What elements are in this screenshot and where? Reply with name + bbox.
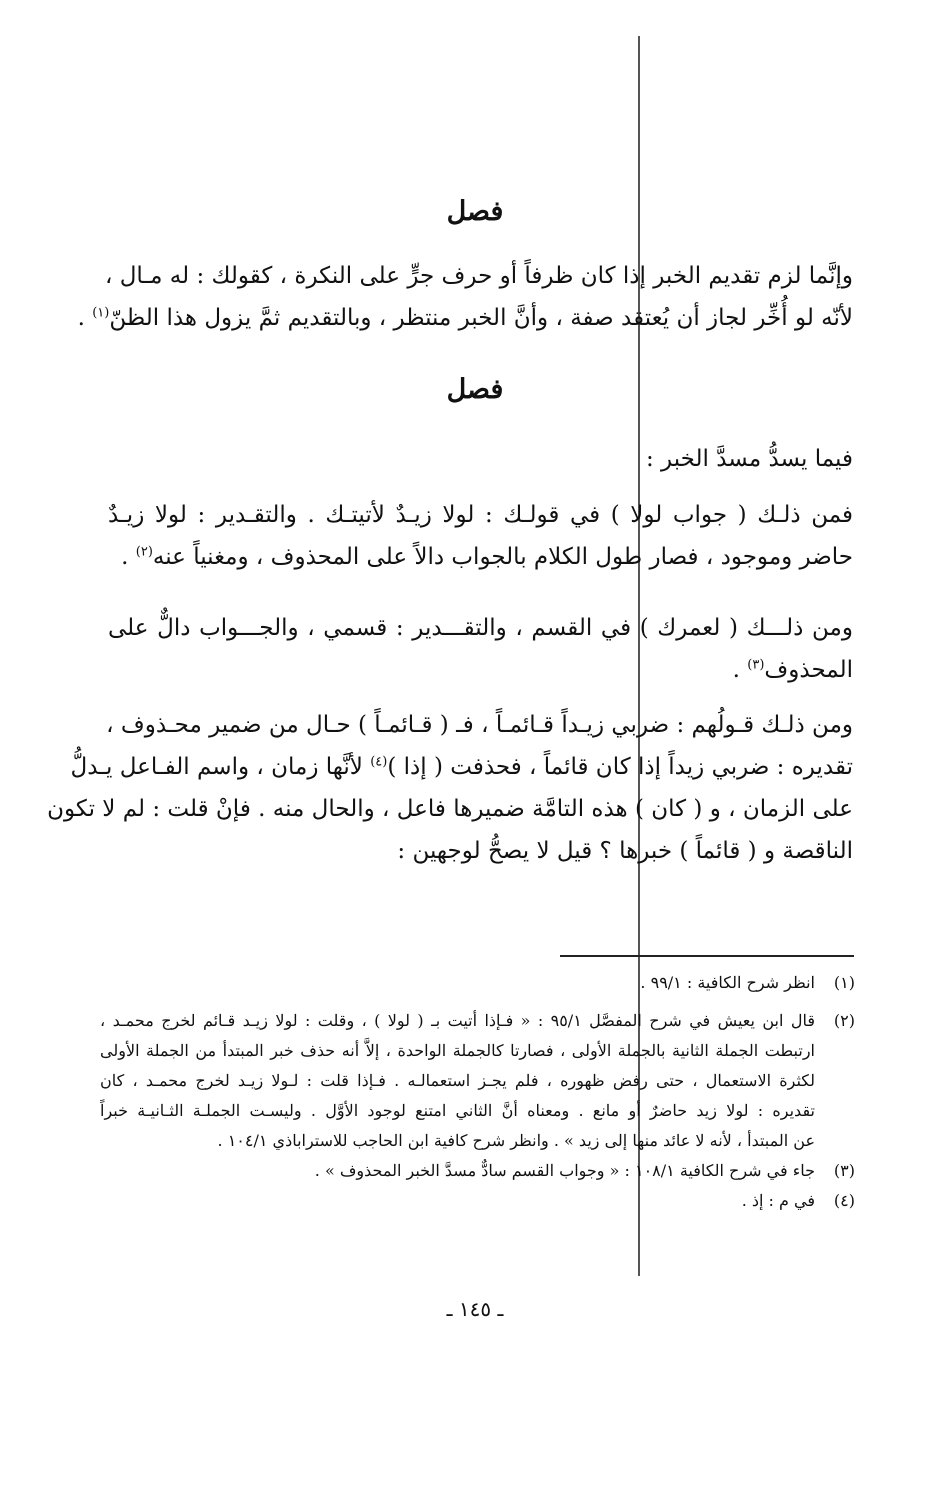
paragraph-3-line-1: فمن ذلـك ( جواب لولا ) في قولـك : لولا زيـدٌ لأتيتـك . والتقـدير : لولا زيـدٌ xyxy=(108,502,853,528)
paragraph-2 xyxy=(108,438,853,480)
paragraph-5-line-2 xyxy=(70,746,853,788)
footnote-1 xyxy=(100,968,855,998)
paragraph-3-end: . xyxy=(121,544,136,570)
footnote-ref-2: (٢) xyxy=(135,544,153,560)
paragraph-5-line-2-text-b: لأنَّها زمان ، واسم الفـاعل يـدلُّ xyxy=(70,754,371,780)
footnote-number: (٣) xyxy=(833,1161,855,1180)
paragraph-4-end: . xyxy=(732,657,748,683)
footnote-ref-4: (٤) xyxy=(370,754,388,770)
paragraph-1-line-1: وإنَّما لزم تقديم الخبر إذا كان ظرفاً أو حرف جرٍّ على النكرة ، كقولك : له مـال ، xyxy=(104,263,853,289)
paragraph-5 xyxy=(47,704,853,872)
paragraph-3-line-2 xyxy=(108,536,853,578)
section-heading-2: فصل xyxy=(446,374,504,405)
footnote-text xyxy=(100,1006,815,1156)
paragraph-1-line-2 xyxy=(77,297,853,339)
footnote-ref-1: (١) xyxy=(92,305,110,321)
footnote-line: جاء في شرح الكافية ١٠٨/١ : « وجواب القسم سادٌّ مسدَّ الخبر المحذوف » . xyxy=(314,1161,815,1180)
paragraph-3 xyxy=(108,494,853,578)
footnote-text xyxy=(100,1186,815,1216)
paragraph-1-line-2-text: لأنّه لو أُخِّر لجاز أن يُعتقد صفة ، وأنَّ الخبر منتظر ، وبالتقديم ثمَّ يزول هذا الظنّ xyxy=(109,305,853,331)
footnotes xyxy=(100,968,855,1216)
paragraph-5-line-1: ومن ذلـك قـولُهم : ضربي زيـداً قـائمـاً ، فـ ( قـائمـاً ) حـال من ضمير محـذوف ، xyxy=(106,712,853,738)
section-heading-1: فصل xyxy=(446,196,504,227)
footnote-number: (١) xyxy=(833,973,855,992)
footnote-number: (٤) xyxy=(833,1191,855,1210)
footnote-4 xyxy=(100,1186,855,1216)
paragraph-2-line-1: فيما يسدُّ مسدَّ الخبر : xyxy=(645,446,853,472)
footnote-line: في م : إذ . xyxy=(741,1191,815,1210)
paragraph-4-line-2 xyxy=(108,649,853,691)
footnote-line: تقديره : لولا زيد حاضرٌ أو مانع . ومعناه أنَّ الثاني امتنع لوجود الأوَّل . وليسـت الجملـة الثـانيـة خبراً xyxy=(100,1101,816,1120)
footnote-line: انظر شرح الكافية : ٩٩/١ . xyxy=(640,973,815,992)
footnote-2 xyxy=(100,1006,855,1156)
paragraph-5-line-3: على الزمان ، و ( كان ) هذه التامَّة ضميرها فاعل ، والحال منه . فإنْ قلت : لم لا تكون xyxy=(47,796,853,822)
footnote-line: لكثرة الاستعمال ، حتى رفض ظهوره ، فلم يجـز استعمالـه . فـإذا قلت : لـولا زيـد لخرج محمـد ، كان xyxy=(100,1071,815,1090)
paragraph-4-line-1: ومن ذلـــك ( لعمرك ) في القسم ، والتقـــدير : قسمي ، والجـــواب دالٌّ على xyxy=(108,615,853,641)
footnote-line: قال ابن يعيش في شرح المفصَّل ٩٥/١ : « فـإذا أتيت بـ ( لولا ) ، وقلت : لولا زيـد قـائم لخرج محمـد ، xyxy=(100,1011,815,1030)
paragraph-1 xyxy=(77,255,853,339)
footnote-text xyxy=(100,968,815,998)
footnote-line: عن المبتدأ ، لأنه لا عائد منها إلى زيد » . وانظر شرح كافية ابن الحاجب للاستراباذي ١٠٤/١ . xyxy=(217,1131,815,1150)
paragraph-5-line-2-text-a: تقديره : ضربي زيداً إذا كان قائماً ، فحذفت ( إذا ) xyxy=(387,754,853,780)
footnote-3 xyxy=(100,1156,855,1186)
footnote-line: ارتبطت الجملة الثانية بالجملة الأولى ، فصارتا كالجملة الواحدة ، إلاَّ أنه حذف خبر المبتدأ من الجملة الأولى xyxy=(100,1041,815,1060)
paragraph-1-end: . xyxy=(77,305,93,331)
paragraph-4-line-2-text: المحذوف xyxy=(764,657,853,683)
page-number: ـ ١٤٥ ـ xyxy=(446,1297,504,1321)
footnote-number: (٢) xyxy=(833,1011,855,1030)
footnote-ref-3: (٣) xyxy=(747,657,765,673)
paragraph-4 xyxy=(108,607,853,691)
paragraph-5-line-4: الناقصة و ( قائماً ) خبرها ؟ قيل لا يصحُّ لوجهين : xyxy=(397,838,853,864)
paragraph-3-line-2-text: حاضر وموجود ، فصار طول الكلام بالجواب دالاً على المحذوف ، ومغنياً عنه xyxy=(152,544,853,570)
footnote-separator xyxy=(560,955,854,957)
footnote-text xyxy=(100,1156,815,1186)
